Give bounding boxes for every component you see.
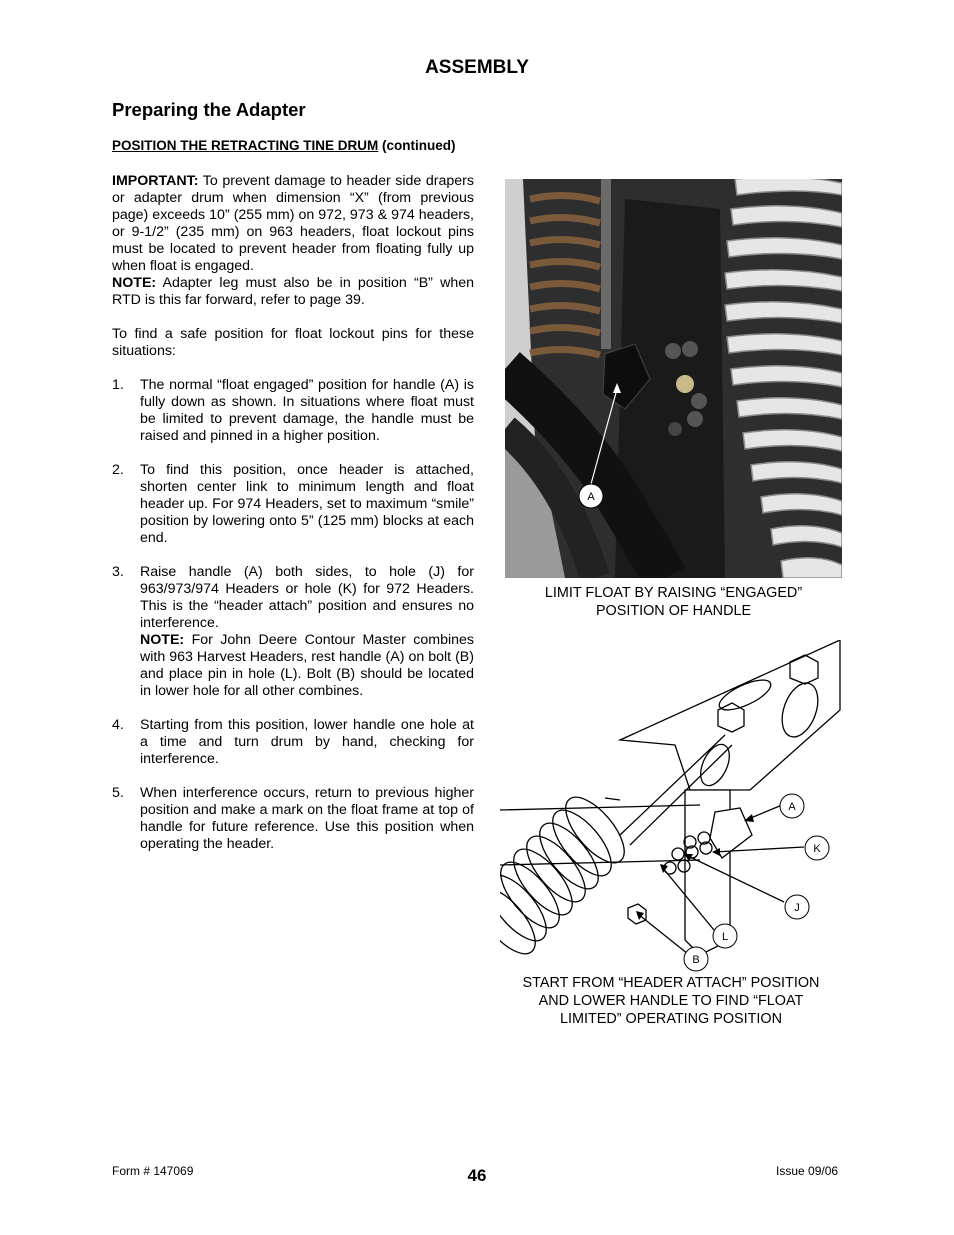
diagram-caption — [500, 974, 842, 1028]
body-text-column — [112, 173, 474, 853]
callout-l: L — [721, 931, 729, 943]
issue-date: Issue 09/06 — [776, 1164, 839, 1178]
handle-position-diagram — [500, 640, 845, 975]
note-label: NOTE: — [140, 632, 185, 648]
step-2 — [112, 462, 474, 547]
important-text: To prevent damage to header side drapers or adapter drum when dimension “X” (from previous page) exceeds 10” (255 mm) on 972, 973 & 974 headers, or 9-1/2” (235 mm) on 963 headers, float lockout pins must be located to prevent header from floating fully up when float is engaged. — [112, 173, 474, 274]
callout-b: B — [692, 954, 700, 966]
step-text: Raise handle (A) both sides, to hole (J) for 963/973/974 Headers or hole (K) for 972 Headers. This is the “header attach” position and ensures no interference. — [140, 564, 474, 631]
callout-a: A — [788, 801, 796, 813]
step-1 — [112, 377, 474, 445]
page-title: Preparing the Adapter — [112, 99, 306, 120]
step-number: 5. — [112, 785, 124, 801]
page-number: 46 — [467, 1166, 487, 1185]
step-text: When interference occurs, return to previous higher position and make a mark on the float frame at top of handle for future reference. Use this position when operating the header. — [140, 785, 474, 852]
step-text: To find this position, once header is attached, shorten center link to minimum length and float header up. For 974 Headers, set to maximum “smile” position by lowering onto 5” (125 mm) blocks at each end. — [140, 462, 474, 546]
intro-paragraph: To find a safe position for float lockout pins for these situations: — [112, 326, 474, 359]
subsection-suffix: (continued) — [378, 138, 456, 153]
diagram-caption-line-1: START FROM “HEADER ATTACH” POSITION — [522, 975, 820, 991]
photo-figure — [505, 179, 842, 578]
note-text: For John Deere Contour Master combines with 963 Harvest Headers, rest handle (A) on bolt (B) and place pin in hole (L). Bolt (B) should be located in lower hole for all other combines. — [140, 632, 474, 699]
note-paragraph — [112, 275, 474, 309]
important-paragraph — [112, 173, 474, 275]
diagram-caption-line-3: LIMITED” OPERATING POSITION — [559, 1011, 782, 1027]
diagram-figure — [500, 640, 845, 975]
photo-caption — [505, 584, 842, 620]
callout-j: J — [794, 902, 800, 914]
photo-caption-line-2: POSITION OF HANDLE — [595, 603, 752, 619]
step-number: 1. — [112, 377, 124, 393]
diagram-caption-line-2: AND LOWER HANDLE TO FIND “FLOAT — [538, 993, 804, 1009]
note-label: NOTE: — [112, 275, 157, 291]
step-3-note — [140, 632, 474, 700]
step-number: 2. — [112, 462, 124, 478]
important-label: IMPORTANT: — [112, 173, 199, 189]
photo-caption-line-1: LIMIT FLOAT BY RAISING “ENGAGED” — [544, 585, 803, 601]
step-number: 3. — [112, 564, 124, 580]
section-title: ASSEMBLY — [425, 57, 529, 78]
note-text: Adapter leg must also be in position “B” when RTD is this far forward, refer to page 39. — [112, 275, 474, 308]
form-number: Form # 147069 — [112, 1164, 194, 1178]
step-text: The normal “float engaged” position for handle (A) is fully down as shown. In situations where float must be limited to prevent damage, the handle must be raised and pinned in a higher position. — [140, 377, 474, 444]
step-4 — [112, 717, 474, 768]
callout-a: A — [587, 491, 595, 503]
float-handle-photo — [505, 179, 842, 578]
step-3 — [112, 564, 474, 700]
subsection-heading — [112, 138, 456, 153]
callout-k: K — [813, 843, 821, 855]
step-5 — [112, 785, 474, 853]
step-number: 4. — [112, 717, 124, 733]
step-text: Starting from this position, lower handle one hole at a time and turn drum by hand, checking for interference. — [140, 717, 474, 767]
subsection-underlined: POSITION THE RETRACTING TINE DRUM — [112, 138, 379, 153]
